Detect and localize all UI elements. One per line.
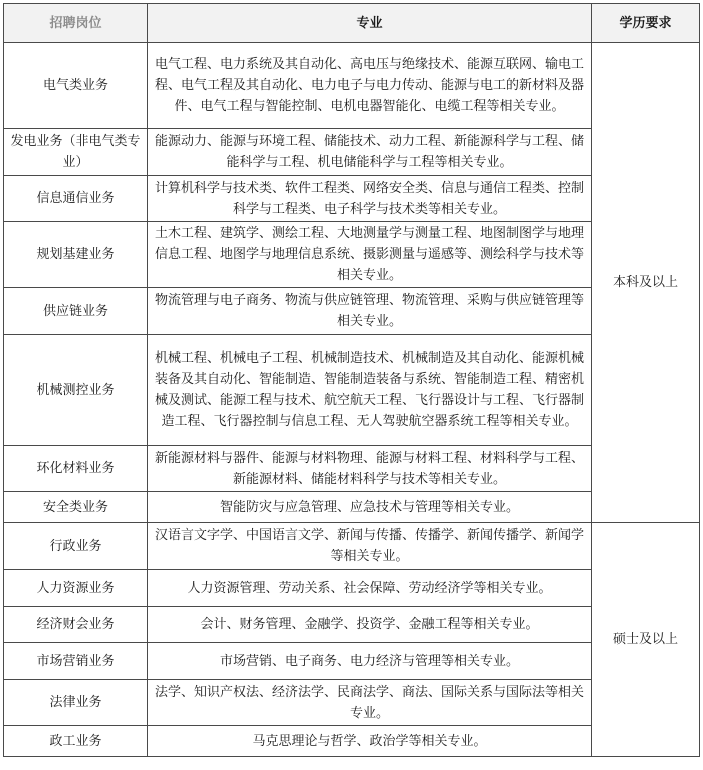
table-row (4, 43, 700, 129)
major-cell: 新能源材料与器件、能源与材料物理、能源与材料工程、材料科学与工程、新能源材料、储能材料科学与技术等相关专业。 (148, 446, 592, 492)
header-education: 学历要求 (592, 4, 700, 43)
major-cell: 智能防灾与应急管理、应急技术与管理等相关专业。 (148, 492, 592, 523)
position-cell: 电气类业务 (4, 43, 148, 129)
position-cell: 规划基建业务 (4, 222, 148, 288)
major-cell: 人力资源管理、劳动关系、社会保障、劳动经济学等相关专业。 (148, 570, 592, 607)
education-cell-bachelor: 本科及以上 (592, 43, 700, 523)
recruitment-table (3, 3, 700, 757)
header-position: 招聘岗位 (4, 4, 148, 43)
table-row (4, 523, 700, 570)
position-cell: 信息通信业务 (4, 176, 148, 222)
position-cell: 市场营销业务 (4, 643, 148, 680)
major-cell: 会计、财务管理、金融学、投资学、金融工程等相关专业。 (148, 607, 592, 643)
position-cell: 人力资源业务 (4, 570, 148, 607)
position-cell: 环化材料业务 (4, 446, 148, 492)
position-cell: 机械测控业务 (4, 335, 148, 446)
header-row (4, 4, 700, 43)
major-cell: 计算机科学与技术类、软件工程类、网络安全类、信息与通信工程类、控制科学与工程类、电子科学与技术类等相关专业。 (148, 176, 592, 222)
major-cell: 物流管理与电子商务、物流与供应链管理、物流管理、采购与供应链管理等相关专业。 (148, 288, 592, 335)
major-cell: 马克思理论与哲学、政治学等相关专业。 (148, 726, 592, 757)
major-cell: 法学、知识产权法、经济法学、民商法学、商法、国际关系与国际法等相关专业。 (148, 680, 592, 726)
major-cell: 能源动力、能源与环境工程、储能技术、动力工程、新能源科学与工程、储能科学与工程、机电储能科学与工程等相关专业。 (148, 129, 592, 176)
major-cell: 市场营销、电子商务、电力经济与管理等相关专业。 (148, 643, 592, 680)
major-cell: 机械工程、机械电子工程、机械制造技术、机械制造及其自动化、能源机械装备及其自动化、智能制造、智能制造装备与系统、智能制造工程、精密机械及测试、能源工程与技术、航空航天工程、飞行器设计与工程、飞行器制造工程、飞行器控制与信息工程、无人驾驶航空器系统工程等相关专业。 (148, 335, 592, 446)
position-cell: 法律业务 (4, 680, 148, 726)
position-cell: 行政业务 (4, 523, 148, 570)
position-cell: 供应链业务 (4, 288, 148, 335)
position-cell: 安全类业务 (4, 492, 148, 523)
major-cell: 汉语言文字学、中国语言文学、新闻与传播、传播学、新闻传播学、新闻学等相关专业。 (148, 523, 592, 570)
education-cell-master: 硕士及以上 (592, 523, 700, 757)
position-cell: 经济财会业务 (4, 607, 148, 643)
major-cell: 土木工程、建筑学、测绘工程、大地测量学与测量工程、地图制图学与地理信息工程、地图学与地理信息系统、摄影测量与遥感等、测绘科学与技术等相关专业。 (148, 222, 592, 288)
header-major: 专业 (148, 4, 592, 43)
position-cell: 政工业务 (4, 726, 148, 757)
position-cell: 发电业务（非电气类专业） (4, 129, 148, 176)
major-cell: 电气工程、电力系统及其自动化、高电压与绝缘技术、能源互联网、输电工程、电气工程及其自动化、电力电子与电力传动、能源与电工的新材料及器件、电气工程与智能控制、电机电器智能化、电缆工程等相关专业。 (148, 43, 592, 129)
